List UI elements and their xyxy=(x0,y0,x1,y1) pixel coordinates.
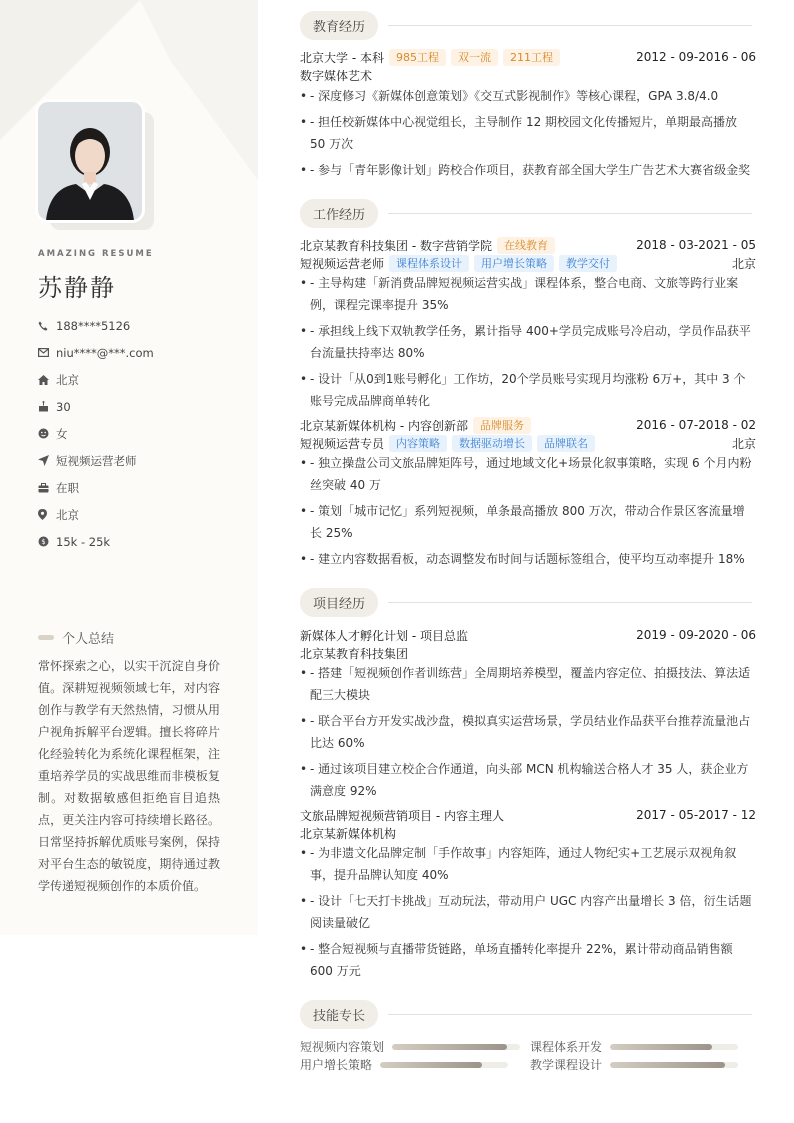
skill-level-fill xyxy=(610,1044,712,1050)
school-name: 北京大学 - 本科 xyxy=(300,50,384,65)
company-tag: 在线教育 xyxy=(497,237,555,254)
skill-level-fill xyxy=(392,1044,507,1050)
job-company-row xyxy=(300,416,756,434)
major: 数字媒体艺术 xyxy=(300,68,373,83)
phone-icon xyxy=(38,321,56,331)
skill-level-bar xyxy=(610,1044,738,1050)
job-company-row xyxy=(300,236,756,254)
job-date: 2018 - 03-2021 - 05 xyxy=(636,238,756,252)
job-role: 短视频运营老师 xyxy=(300,256,385,271)
education-tag: 985工程 xyxy=(389,49,446,66)
project-org-row xyxy=(300,824,756,842)
info-status: 在职 xyxy=(38,474,154,501)
skill-name: 课程体系开发 xyxy=(530,1040,603,1054)
info-location: 北京 xyxy=(38,501,154,528)
skill-level-bar xyxy=(392,1044,520,1050)
company-name: 北京某教育科技集团 - 数字营销学院 xyxy=(300,238,492,253)
job-bullet: • - 建立内容数据看板，动态调整发布时间与话题标签组合，使平均互动率提升 18% xyxy=(300,552,745,566)
brand-caption: AMAZING RESUME xyxy=(38,249,154,259)
projects-heading: 项目经历 xyxy=(300,588,752,616)
info-email: niu****@***.com xyxy=(38,339,154,366)
summary-heading: 个人总结 xyxy=(38,628,114,647)
portrait-image xyxy=(38,102,142,220)
avatar xyxy=(38,102,154,228)
education-tag: 双一流 xyxy=(451,49,498,66)
role-tag: 课程体系设计 xyxy=(389,255,469,272)
skill-level-fill xyxy=(610,1062,725,1068)
heading-accent-bar xyxy=(38,635,54,640)
info-target-role: 短视频运营老师 xyxy=(38,447,154,474)
education-heading: 教育经历 xyxy=(300,11,752,39)
project-name: 文旅品牌短视频营销项目 - 内容主理人 xyxy=(300,808,504,823)
job-date: 2016 - 07-2018 - 02 xyxy=(636,418,756,432)
education-school-row xyxy=(300,48,756,66)
sidebar xyxy=(0,0,258,935)
home-icon xyxy=(38,375,56,385)
project-title-row xyxy=(300,626,756,644)
skill-name: 短视频内容策划 xyxy=(300,1040,385,1054)
project-bullet: • - 通过该项目建立校企合作通道，向头部 MCN 机构输送合格人才 35 人，获企业方满意度 92% xyxy=(300,762,749,798)
job-city: 北京 xyxy=(731,436,756,451)
skill-item xyxy=(300,1056,508,1073)
mail-icon xyxy=(38,348,56,357)
skill-item xyxy=(530,1056,738,1073)
job-bullet: • - 策划「城市记忆」系列短视频，单条最高播放 800 万次，带动合作景区客流量增长 25% xyxy=(300,504,745,540)
info-gender: 女 xyxy=(38,420,154,447)
job-city: 北京 xyxy=(731,256,756,271)
education-date: 2012 - 09-2016 - 06 xyxy=(636,50,756,64)
svg-text:$: $ xyxy=(41,538,46,547)
role-tag: 用户增长策略 xyxy=(474,255,554,272)
project-bullet: • - 设计「七天打卡挑战」互动玩法，带动用户 UGC 内容产出量增长 3 倍，衍生话题阅读量破亿 xyxy=(300,894,752,930)
work-heading: 工作经历 xyxy=(300,199,752,227)
skill-name: 教学课程设计 xyxy=(530,1058,603,1072)
skill-level-bar xyxy=(610,1062,738,1068)
project-org: 北京某教育科技集团 xyxy=(300,646,409,661)
project-date: 2017 - 05-2017 - 12 xyxy=(636,808,756,822)
briefcase-icon xyxy=(38,483,56,493)
cake-icon xyxy=(38,401,56,412)
project-org: 北京某新媒体机构 xyxy=(300,826,397,841)
education-major-row xyxy=(300,66,756,84)
company-tag: 品牌服务 xyxy=(473,417,531,434)
role-tag: 内容策略 xyxy=(389,435,447,452)
role-tag: 数据驱动增长 xyxy=(452,435,532,452)
job-role-row xyxy=(300,434,756,452)
project-name: 新媒体人才孵化计划 - 项目总监 xyxy=(300,628,468,643)
job-bullet: • - 独立操盘公司文旅品牌矩阵号，通过地域文化+场景化叙事策略，实现 6 个月内粉丝突破 40 万 xyxy=(300,456,752,492)
skill-item xyxy=(530,1038,738,1055)
education-tag: 211工程 xyxy=(503,49,560,66)
education-bullet: • - 参与「青年影像计划」跨校合作项目，获教育部全国大学生广告艺术大赛省级金奖 xyxy=(300,163,751,177)
project-title-row xyxy=(300,806,756,824)
project-bullet: • - 整合短视频与直播带货链路，单场直播转化率提升 22%，累计带动商品销售额 600 万元 xyxy=(300,942,733,978)
summary-text: 常怀探索之心，以实干沉淀自身价值。深耕短视频领域七年，对内容创作与教学有天然热情，习惯从用户视角拆解平台逻辑。擅长将碎片化经验转化为系统化课程框架，注重培养学员的实战思维而非模板复制。对数据敏感但拒绝盲目追热点，更关注内容可持续增长路径。日常坚持拆解优质账号案例，保持对平台生态的敏锐度，期待通过教学传递短视频创作的本质价值。 xyxy=(38,659,220,893)
info-salary: $ 15k - 25k xyxy=(38,528,154,555)
project-org-row xyxy=(300,644,756,662)
role-tag: 教学交付 xyxy=(559,255,617,272)
project-date: 2019 - 09-2020 - 06 xyxy=(636,628,756,642)
send-icon xyxy=(38,455,56,466)
project-bullet: • - 为非遗文化品牌定制「手作故事」内容矩阵，通过人物纪实+工艺展示双视角叙事，提升品牌认知度 40% xyxy=(300,846,737,882)
skills-heading: 技能专长 xyxy=(300,1000,752,1028)
job-bullet: • - 设计「从0到1账号孵化」工作坊，20个学员账号实现月均涨粉 6万+，其中 3 个账号完成品牌商单转化 xyxy=(300,372,746,408)
location-pin-icon xyxy=(38,509,56,520)
job-role: 短视频运营专员 xyxy=(300,436,385,451)
education-bullet: • - 担任校新媒体中心视觉组长，主导制作 12 期校园文化传播短片，单期最高播放 50 万次 xyxy=(300,115,738,151)
project-bullet: • - 搭建「短视频创作者训练营」全周期培养模型，覆盖内容定位、拍摄技法、算法适配三大模块 xyxy=(300,666,751,702)
skill-level-bar xyxy=(380,1062,508,1068)
skill-level-fill xyxy=(380,1062,482,1068)
candidate-name: 苏静静 xyxy=(38,274,116,302)
skill-item xyxy=(300,1038,520,1055)
contact-info-list xyxy=(38,312,154,555)
info-home-city: 北京 xyxy=(38,366,154,393)
job-bullet: • - 主导构建「新消费品牌短视频运营实战」课程体系，整合电商、文旅等跨行业案例，课程完课率提升 35% xyxy=(300,276,739,312)
gender-icon xyxy=(38,428,56,439)
salary-icon xyxy=(38,536,56,547)
info-phone: 188****5126 xyxy=(38,312,154,339)
job-bullet: • - 承担线上线下双轨教学任务，累计指导 400+学员完成账号冷启动，学员作品获平台流量扶持率达 80% xyxy=(300,324,751,360)
role-tag: 品牌联名 xyxy=(537,435,595,452)
project-bullet: • - 联合平台方开发实战沙盘，模拟真实运营场景，学员结业作品获平台推荐流量池占比达 60% xyxy=(300,714,751,750)
company-name: 北京某新媒体机构 - 内容创新部 xyxy=(300,418,468,433)
info-age: 30 xyxy=(38,393,154,420)
job-role-row xyxy=(300,254,756,272)
education-bullet: • - 深度修习《新媒体创意策划》《交互式影视制作》等核心课程，GPA 3.8/4.0 xyxy=(300,89,719,103)
skill-name: 用户增长策略 xyxy=(300,1058,373,1072)
